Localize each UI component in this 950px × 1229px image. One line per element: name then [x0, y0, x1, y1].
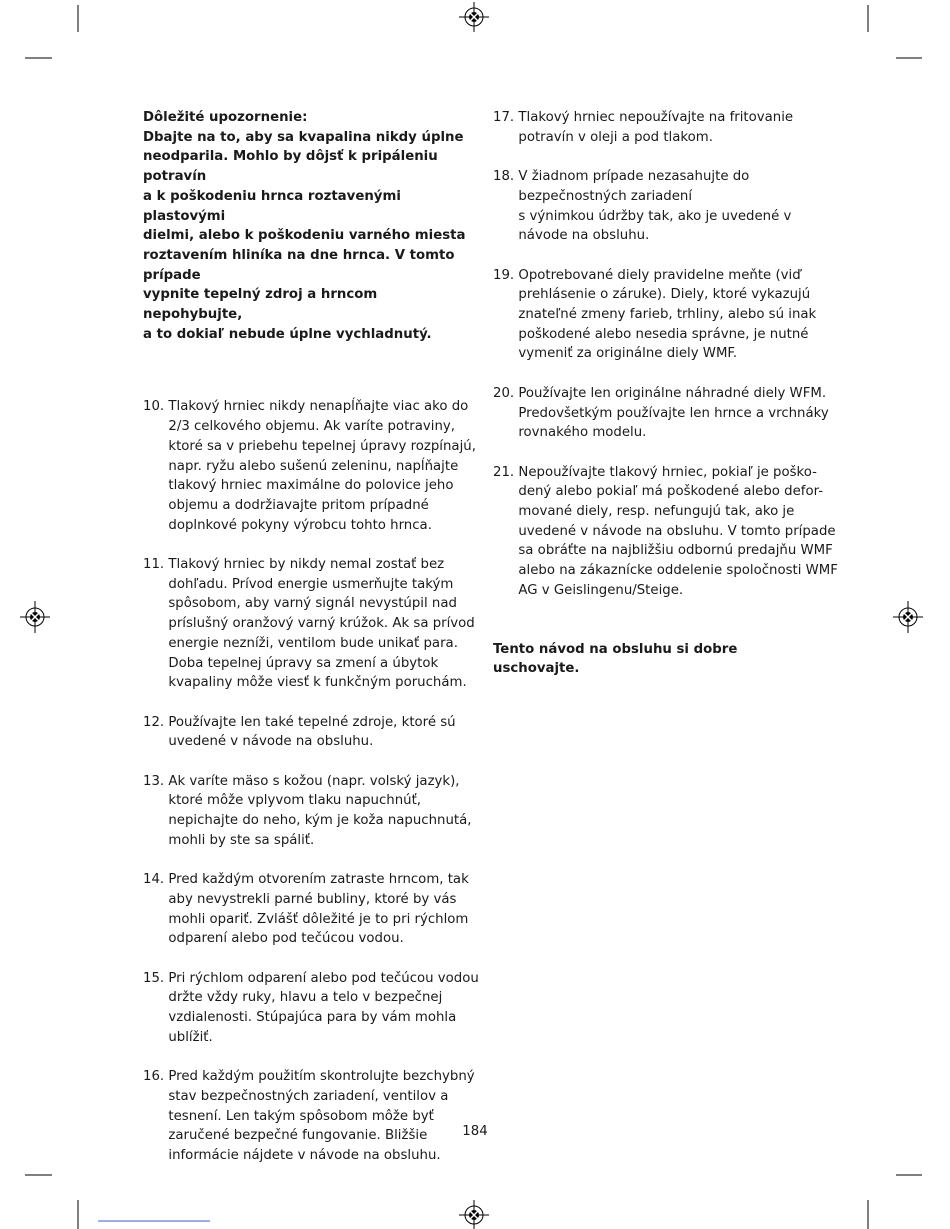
item-line: tesnení. Len takým spôsobom môže byť	[168, 1108, 434, 1124]
item-line: vymeniť za originálne diely WMF.	[518, 346, 738, 362]
item-line: informácie nájdete v návode na obsluhu.	[168, 1148, 441, 1164]
item-line: poškodené alebo nesedia správne, je nutné	[518, 326, 809, 342]
item-number: 12.	[143, 714, 169, 730]
item-line: spôsobom, aby varný signál nevystúpil nad	[168, 596, 457, 612]
item-line: Predovšetkým používajte len hrnce a vrchnáky	[518, 405, 829, 421]
item-line: mované diely, resp. nefungujú tak, ako je	[518, 504, 795, 519]
warning-title: Dôležité upozornenie:	[143, 110, 308, 125]
item-line: ktoré môže vplyvom tlaku napuchnúť,	[168, 793, 422, 809]
item-line: bezpečnostných zariadení	[518, 188, 693, 204]
item-number: 21.	[493, 464, 519, 480]
list-item-13	[143, 772, 473, 851]
item-number: 11.	[143, 557, 169, 573]
item-line: zaručené bezpečné fungovanie. Bližšie	[168, 1128, 428, 1144]
item-line: rovnakého modelu.	[518, 425, 647, 441]
item-line: doplnkové pokyny výrobcu tohto hrnca.	[168, 517, 432, 533]
item-line: dený alebo pokiaľ má poškodené alebo defor-	[518, 484, 824, 500]
page-number: 184	[462, 1124, 488, 1139]
item-line: mohli opariť. Zvlášť dôležité je to pri rýchlom	[168, 911, 469, 927]
item-line: s výnimkou údržby tak, ako je uvedené v	[518, 208, 792, 224]
item-line: 2/3 celkového objemu. Ak varíte potraviny,	[168, 419, 455, 435]
item-number: 20.	[493, 385, 519, 401]
item-line: sa obráťte na najbližšiu odbornú predajňu WMF	[518, 543, 833, 559]
item-line: Používajte len originálne náhradné diely WFM.	[518, 385, 827, 401]
item-number: 13.	[143, 773, 169, 789]
registration-mark-right-icon	[893, 601, 923, 633]
warning-line: Dbajte na to, aby sa kvapalina nikdy úplne	[143, 129, 464, 145]
list-item-21	[493, 463, 838, 601]
item-line: potravín v oleji a pod tlakom.	[518, 129, 713, 145]
list-item-17	[493, 108, 828, 147]
list-item-16	[143, 1067, 473, 1166]
right-column	[493, 108, 838, 679]
item-line: AG v Geislingenu/Steige.	[518, 582, 684, 598]
item-line: energie nezníži, ventilom bude unikať para.	[168, 635, 458, 651]
item-line: V žiadnom prípade nezasahujte do	[518, 169, 750, 185]
item-line: držte vždy ruky, hlavu a telo v bezpečnej	[168, 990, 443, 1006]
registration-mark-top-icon	[459, 2, 489, 32]
item-number: 17.	[493, 110, 519, 125]
item-line: znateľné zmeny farieb, trhliny, alebo sú inak	[518, 307, 817, 322]
item-line: uvedené v návode na obsluhu. V tomto prípade	[518, 523, 836, 539]
item-line: Ak varíte mäso s kožou (napr. volský jazyk),	[168, 773, 460, 789]
item-line: mohli by ste sa spáliť.	[168, 832, 315, 848]
item-line: stav bezpečnostných zariadení, ventilov a	[168, 1088, 449, 1104]
item-line: Tlakový hrniec by nikdy nemal zostať bez	[168, 557, 445, 573]
item-line: ktoré sa v priebehu tepelnej úpravy rozpínajú,	[168, 438, 476, 454]
item-line: Pri rýchlom odparení alebo pod tečúcou vodou	[168, 970, 479, 986]
item-line: tlakový hrniec maximálne do polovice jeho	[168, 478, 454, 494]
warning-line: neodparila. Mohlo by dôjsť k pripáleniu potravín	[143, 149, 438, 185]
item-line: dohľadu. Prívod energie usmerňujte takým	[168, 576, 454, 592]
registration-mark-bottom-icon	[459, 1200, 489, 1229]
item-number: 18.	[493, 169, 519, 185]
item-line: vzdialenosti. Stúpajúca para by vám mohla	[168, 1010, 457, 1026]
warning-line: a k poškodeniu hrnca roztavenými plastovými	[143, 188, 401, 224]
item-line: príslušný oranžový varný krúžok. Ak sa prívod	[168, 616, 475, 632]
item-line: prehlásenie o záruke). Diely, ktoré vykazujú	[518, 287, 811, 303]
item-line: nepichajte do neho, kým je koža napuchnutá,	[168, 813, 472, 829]
important-warning	[143, 108, 473, 344]
item-number: 19.	[493, 267, 519, 283]
item-line: Pred každým použitím skontrolujte bezchybný	[168, 1069, 475, 1085]
list-item-19	[493, 266, 828, 365]
closing-note: Tento návod na obsluhu si dobre uschovajte.	[493, 641, 738, 677]
item-line: alebo na zákaznícke oddelenie spoločnosti WMF	[518, 563, 838, 579]
list-item-11	[143, 555, 473, 693]
item-number: 14.	[143, 872, 169, 888]
item-line: uvedené v návode na obsluhu.	[168, 734, 374, 750]
item-line: Opotrebované diely pravidelne meňte (viď	[518, 267, 801, 283]
item-line: Nepoužívajte tlakový hrniec, pokiaľ je poško-	[518, 464, 817, 480]
warning-line: dielmi, alebo k poškodeniu varného miesta	[143, 228, 466, 244]
warning-line: a to dokiaľ nebude úplne vychladnutý.	[143, 326, 432, 342]
item-number: 16.	[143, 1069, 169, 1085]
item-line: Používajte len také tepelné zdroje, ktoré sú	[168, 714, 456, 730]
item-line: aby nevystrekli parné bubliny, ktoré by vás	[168, 891, 457, 907]
item-line: napr. ryžu alebo sušenú zeleninu, napĺňajte	[168, 458, 459, 474]
item-line: Pred každým otvorením zatraste hrncom, tak	[168, 872, 469, 888]
registration-mark-left-icon	[20, 601, 50, 633]
list-item-18	[493, 167, 828, 246]
item-number: 15.	[143, 970, 169, 986]
item-line: návode na obsluhu.	[518, 228, 650, 244]
item-line: ublížiť.	[168, 1029, 213, 1045]
warning-line: roztavením hliníka na dne hrnca. V tomto prípade	[143, 247, 455, 283]
item-line: kvapaliny môže viesť k funkčným poruchám.	[168, 675, 467, 691]
list-item-15	[143, 969, 479, 1048]
item-number: 10.	[143, 399, 169, 415]
item-line: Tlakový hrniec nikdy nenapĺňajte viac ako do	[168, 399, 469, 415]
list-item-20	[493, 384, 828, 443]
item-line: odparení alebo pod tečúcou vodou.	[168, 931, 404, 947]
item-line: Doba tepelnej úpravy sa zmení a úbytok	[168, 655, 439, 671]
warning-line: vypnite tepelný zdroj a hrncom nepohybujte,	[143, 287, 378, 323]
list-item-12	[143, 713, 473, 752]
item-line: Tlakový hrniec nepoužívajte na fritovanie	[518, 110, 794, 125]
item-line: objemu a dodržiavajte pritom prípadné	[168, 497, 429, 513]
list-item-14	[143, 870, 473, 949]
list-item-10	[143, 397, 476, 535]
